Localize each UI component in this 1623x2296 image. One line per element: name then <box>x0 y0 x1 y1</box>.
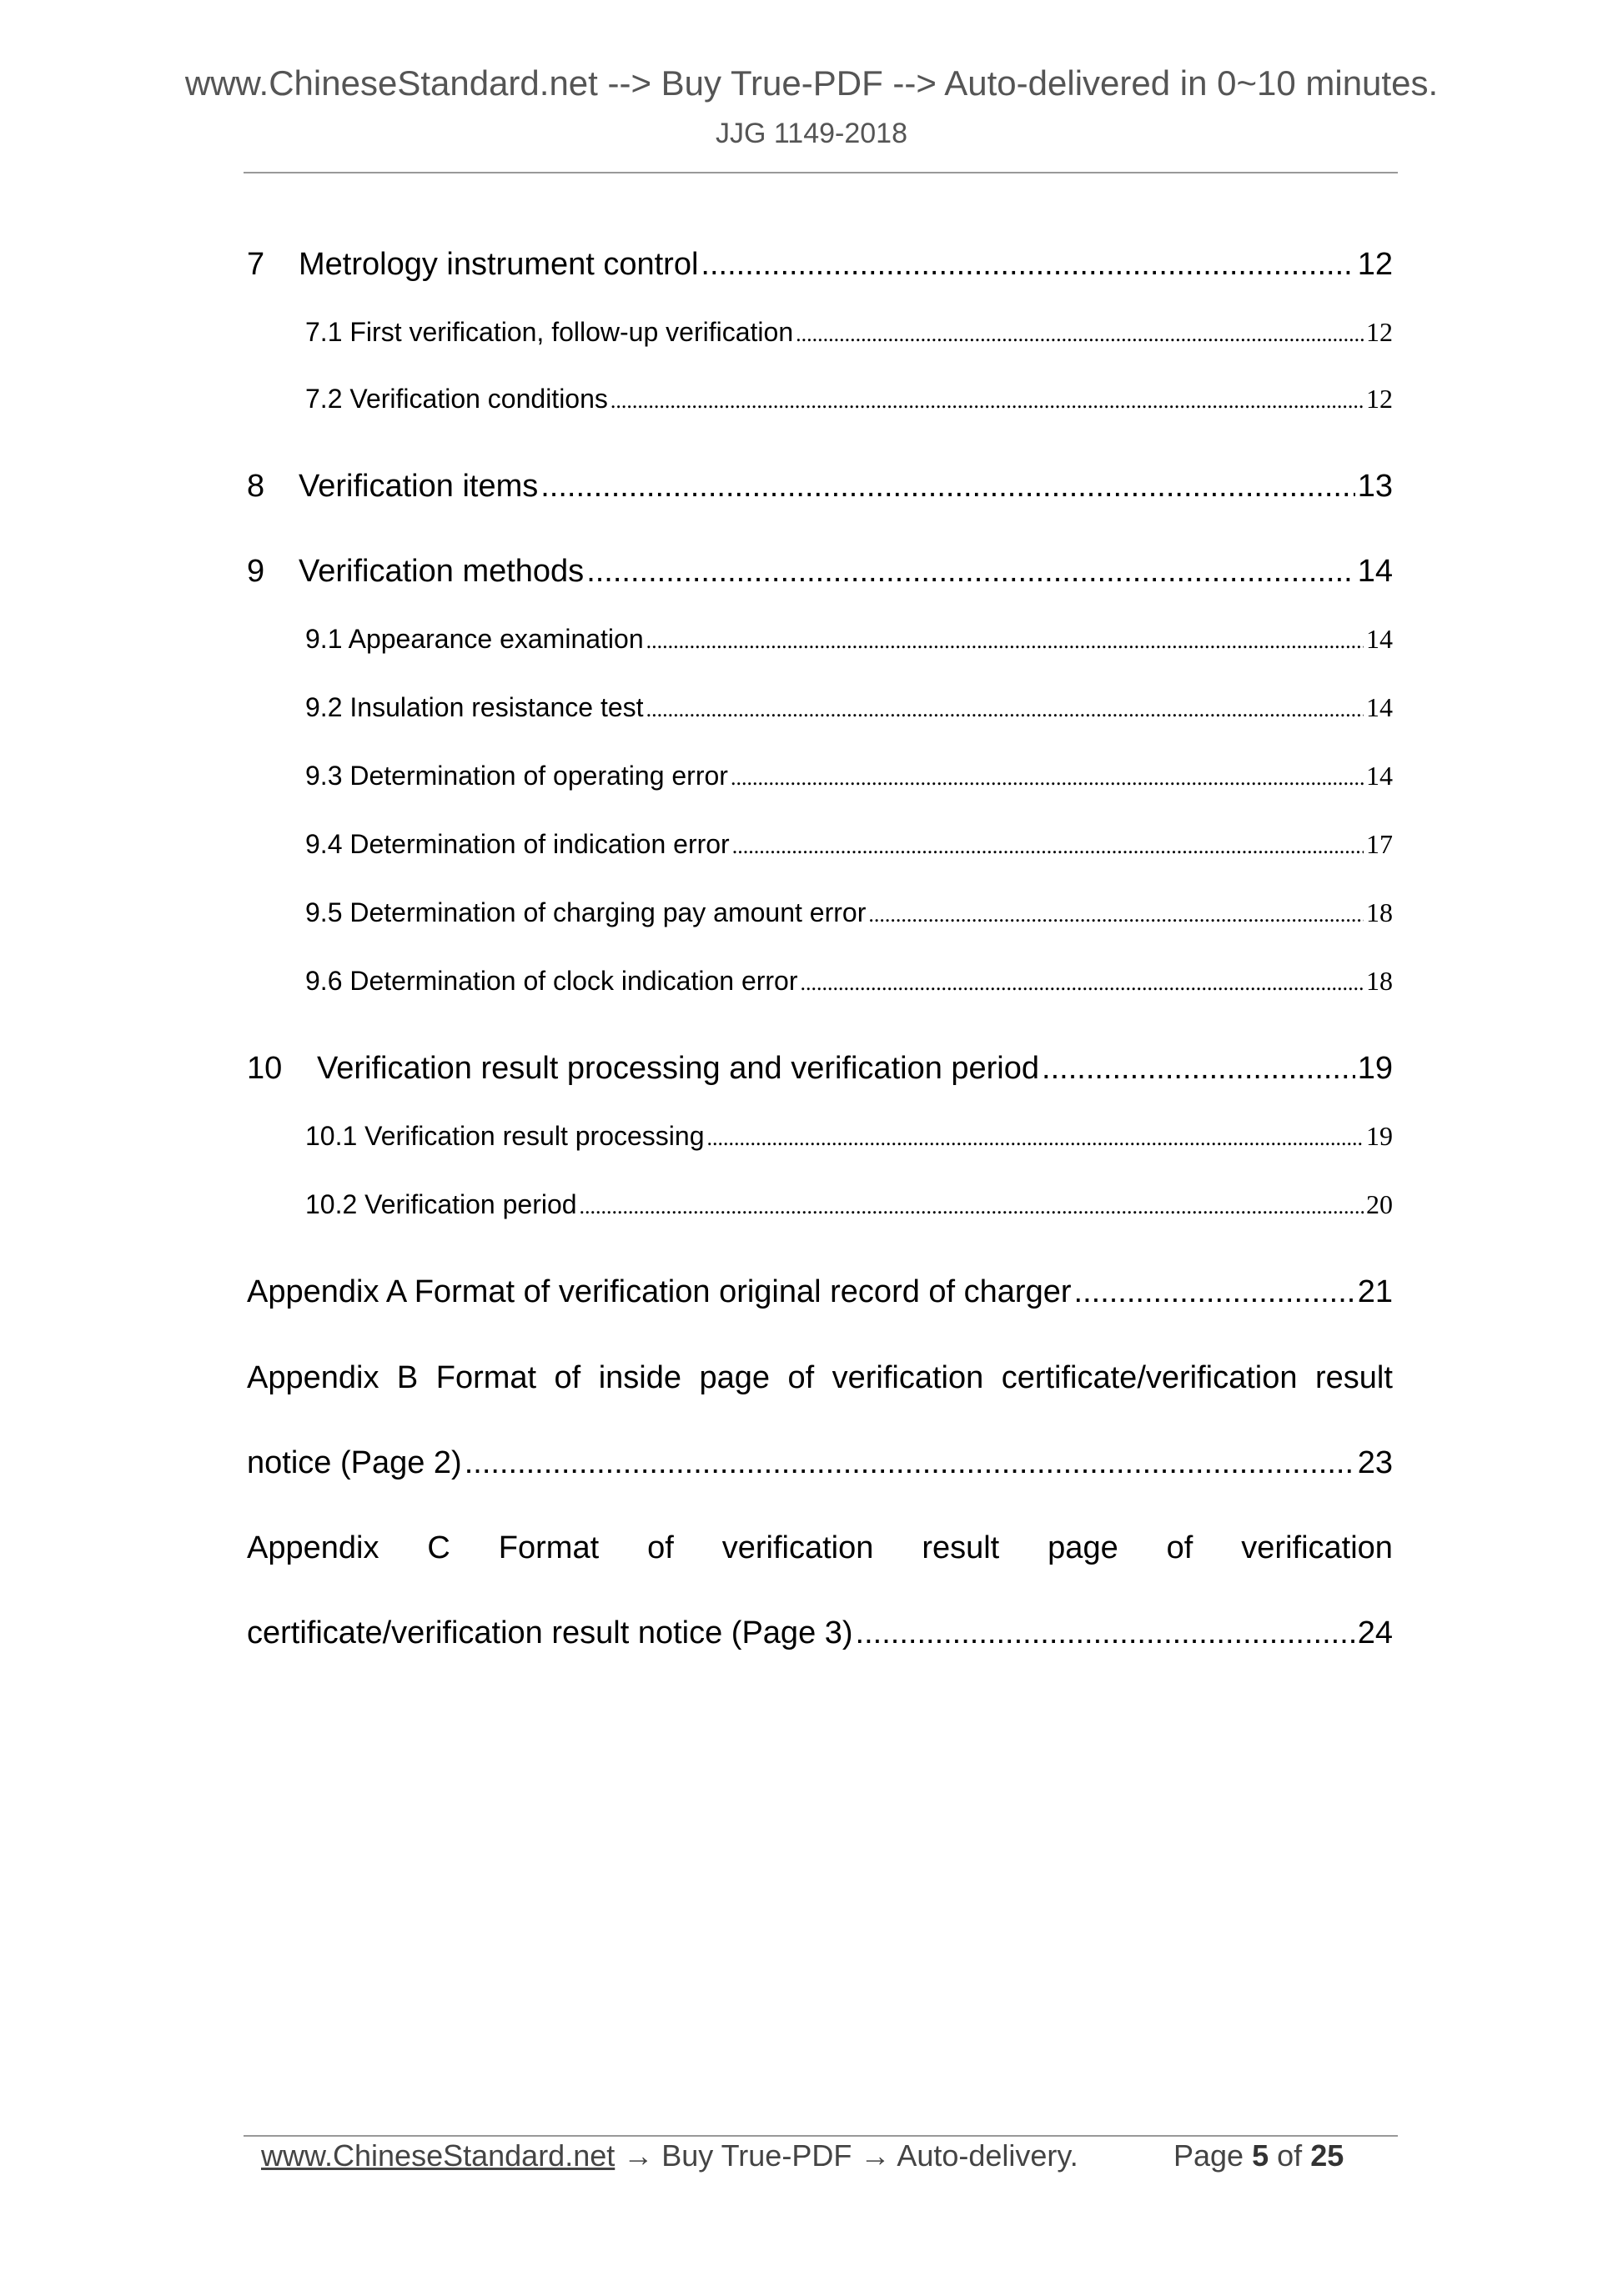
dot-leader <box>801 971 1364 996</box>
toc-entry-9-2[interactable] <box>247 692 1393 723</box>
toc-title: Metrology instrument control <box>299 247 699 282</box>
dot-leader <box>611 389 1364 414</box>
toc-title: 9.5 Determination of charging pay amount error <box>305 897 867 927</box>
toc-page: 17 <box>1366 829 1393 859</box>
dot-leader <box>701 247 1354 283</box>
dot-leader <box>646 697 1364 722</box>
toc-entry-9-5[interactable] <box>247 897 1393 928</box>
toc-entry-9-3[interactable] <box>247 761 1393 791</box>
toc-title: 7.1 First verification, follow-up verification <box>305 317 794 347</box>
toc-page: 19 <box>1357 1051 1393 1086</box>
toc-number: 7 <box>247 247 265 282</box>
appendix-word: result <box>922 1530 1000 1565</box>
appendix-word: B <box>396 1360 419 1395</box>
appendix-word: certificate/verification <box>1001 1360 1298 1395</box>
of-label: of <box>1277 2138 1303 2173</box>
toc-entry-appendix-b-cont[interactable] <box>247 1445 1393 1481</box>
toc-page: 14 <box>1366 624 1393 654</box>
toc-entry-9-1[interactable] <box>247 624 1393 655</box>
toc-entry-appendix-a[interactable] <box>247 1274 1393 1310</box>
toc-title: notice (Page 2) <box>247 1445 462 1480</box>
toc-title: certificate/verification result notice (Page 3) <box>247 1615 853 1650</box>
standard-number: JJG 1149-2018 <box>716 118 907 149</box>
toc-number: 9 <box>247 554 265 589</box>
dot-leader <box>580 1194 1364 1219</box>
toc-entry-appendix-b[interactable] <box>247 1360 1393 1396</box>
toc-page: 13 <box>1357 469 1393 504</box>
toc-title: 9.1 Appearance examination <box>305 624 644 654</box>
appendix-word: verification <box>1241 1530 1393 1565</box>
header-banner: www.ChineseStandard.net --> Buy True-PDF --> Auto-delivered in 0~10 minutes. <box>184 63 1439 103</box>
toc-title: 10.2 Verification period <box>305 1189 577 1219</box>
toc-title: Verification methods <box>299 554 585 589</box>
toc-entry-7-1[interactable] <box>247 317 1393 348</box>
toc-title: Verification result processing and verification period <box>317 1051 1040 1086</box>
current-page-number: 5 <box>1252 2138 1269 2173</box>
appendix-word: verification <box>832 1360 984 1395</box>
footer-links <box>261 2138 1078 2173</box>
toc-page: 14 <box>1366 761 1393 791</box>
toc-title: 7.2 Verification conditions <box>305 384 608 414</box>
toc-page: 20 <box>1366 1189 1393 1219</box>
toc-entry-9-6[interactable] <box>247 966 1393 997</box>
appendix-word: Format <box>498 1530 600 1565</box>
toc-page: 21 <box>1357 1274 1393 1309</box>
toc-entry-10[interactable] <box>247 1051 1393 1087</box>
appendix-word: of <box>787 1360 815 1395</box>
toc-entry-9[interactable] <box>247 554 1393 590</box>
toc-page: 18 <box>1366 897 1393 927</box>
toc-title: 9.4 Determination of indication error <box>305 829 730 859</box>
dot-leader <box>796 322 1364 347</box>
toc-entry-7[interactable] <box>247 247 1393 283</box>
toc-entry-8[interactable] <box>247 469 1393 505</box>
toc-number: 10 <box>247 1051 283 1086</box>
appendix-word: Appendix <box>247 1530 379 1565</box>
toc-page: 14 <box>1357 554 1393 589</box>
toc-entry-10-1[interactable] <box>247 1121 1393 1152</box>
toc-number: 8 <box>247 469 265 504</box>
toc-page: 18 <box>1366 966 1393 996</box>
appendix-word: C <box>427 1530 450 1565</box>
toc-title: 10.1 Verification result processing <box>305 1121 705 1151</box>
toc-title: Appendix A Format of verification original record of charger <box>247 1274 1072 1309</box>
toc-page: 14 <box>1366 692 1393 722</box>
toc-entry-appendix-c[interactable] <box>247 1530 1393 1566</box>
appendix-word: inside <box>598 1360 681 1395</box>
appendix-word: of <box>1166 1530 1193 1565</box>
dot-leader <box>540 469 1354 505</box>
toc-entry-10-2[interactable] <box>247 1189 1393 1220</box>
dot-leader <box>1042 1051 1355 1087</box>
header-divider <box>244 172 1398 173</box>
toc-page: 12 <box>1366 384 1393 414</box>
dot-leader <box>1074 1274 1355 1310</box>
appendix-word: Format <box>435 1360 537 1395</box>
dot-leader <box>868 902 1364 927</box>
dot-leader <box>732 834 1364 859</box>
toc-page: 12 <box>1357 247 1393 282</box>
dot-leader <box>706 1126 1364 1151</box>
appendix-word: of <box>647 1530 674 1565</box>
toc-page: 24 <box>1357 1615 1393 1650</box>
appendix-word: of <box>554 1360 581 1395</box>
appendix-word: page <box>699 1360 770 1395</box>
footer-site-link[interactable]: www.ChineseStandard.net <box>261 2138 616 2173</box>
appendix-word: Appendix <box>247 1360 379 1395</box>
footer-divider <box>244 2135 1398 2137</box>
toc-title: 9.6 Determination of clock indication error <box>305 966 798 996</box>
total-pages: 25 <box>1310 2138 1344 2173</box>
toc-page: 12 <box>1366 317 1393 347</box>
appendix-word: verification <box>721 1530 874 1565</box>
toc-title: Verification items <box>299 469 539 504</box>
appendix-word: result <box>1314 1360 1393 1395</box>
dot-leader <box>856 1615 1355 1651</box>
appendix-word: page <box>1048 1530 1118 1565</box>
toc-page: 19 <box>1366 1121 1393 1151</box>
toc-entry-appendix-c-cont[interactable] <box>247 1615 1393 1651</box>
toc-entry-7-2[interactable] <box>247 384 1393 414</box>
dot-leader <box>586 554 1355 590</box>
footer-tagline: → Buy True-PDF → Auto-delivery. <box>615 2138 1078 2173</box>
page-label: Page <box>1173 2138 1244 2173</box>
page-indicator <box>1173 2138 1344 2173</box>
dot-leader <box>731 766 1364 791</box>
toc-entry-9-4[interactable] <box>247 829 1393 860</box>
dot-leader <box>465 1445 1355 1481</box>
dot-leader <box>646 629 1364 654</box>
toc-title: 9.2 Insulation resistance test <box>305 692 644 722</box>
toc-page: 23 <box>1357 1445 1393 1480</box>
toc-title: 9.3 Determination of operating error <box>305 761 728 791</box>
